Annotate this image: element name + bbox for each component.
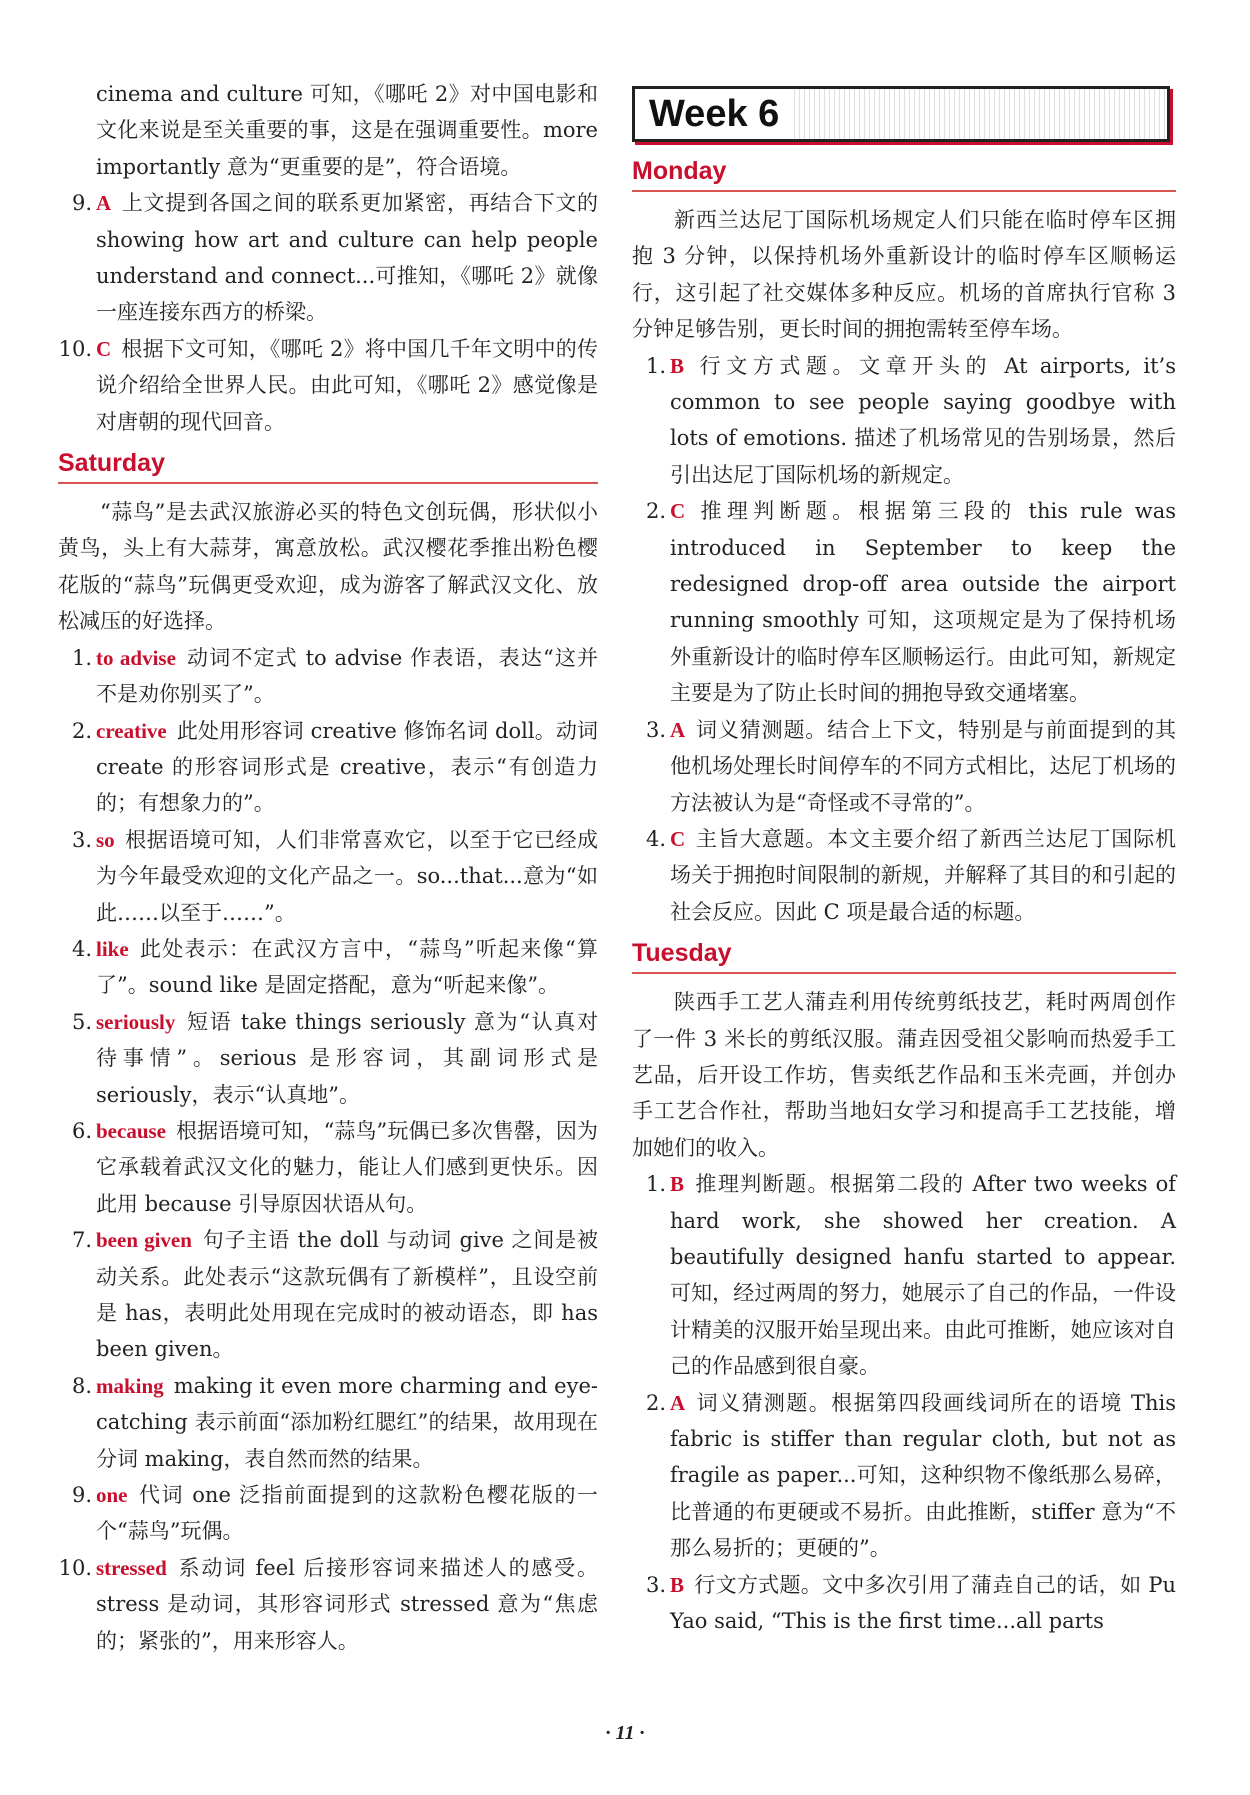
list-item: 9. A 上文提到各国之间的联系更加紧密，再结合下文的 showing how art and culture can help people understand and connect...可推知，《哪吒 2》就像一座连接东西方的桥梁。: [71, 191, 598, 325]
list-item: 5. seriously 短语 take things seriously 意为“认真对待事情”。serious 是形容词，其副词形式是 seriously，表示“认真地”。: [71, 1009, 598, 1107]
tuesday-intro: 陕西手工艺人蒲垚利用传统剪纸技艺，耗时两周创作了一件 3 米长的剪纸汉服。蒲垚因受祖父影响而热爱手工艺品，后开设工作坊，售卖纸艺作品和玉米壳画，并创办手工艺合作社，帮助当地妇女学习和提高手工艺技能，增加她们的收入。: [632, 990, 1176, 1160]
list-item: 1. to advise 动词不定式 to advise 作表语，表达“这并不是劝你别买了”。: [71, 645, 599, 707]
list-item: 2. creative 此处用形容词 creative 修饰名词 doll。动词 create 的形容词形式是 creative，表示“有创造力的；有想象力的”。: [71, 718, 598, 816]
week-title: Week 6: [635, 89, 793, 139]
list-item: 4. like 此处表示：在武汉方言中，“蒜鸟”听起来像“算了”。sound like 是固定搭配，意为“听起来像”。: [71, 936, 598, 998]
list-item: 8. making making it even more charming and eye-catching 表示前面“添加粉红腮红”的结果，故用现在分词 making，表自然而然的结果。: [71, 1373, 598, 1471]
monday-heading: Monday: [632, 156, 1176, 192]
page-number: · 11 ·: [605, 1722, 645, 1744]
list-item: 9. one 代词 one 泛指前面提到的这款粉色樱花版的一个“蒜鸟”玩偶。: [71, 1483, 598, 1544]
list-item: 10. stressed 系动词 feel 后接形容词来描述人的感受。stress 是动词，其形容词形式 stressed 意为“焦虑的；紧张的”，用来形容人。: [58, 1555, 598, 1653]
list-item: 1. B 行文方式题。文章开头的 At airports, it’s common to see people saying goodbye with lots of emotions. 描述了机场常见的告别场景，然后引出达尼丁国际机场的新规定。: [645, 353, 1176, 487]
saturday-intro: “蒜鸟”是去武汉旅游必买的特色文创玩偶，形状似小黄鸟，头上有大蒜芽，寓意放松。武汉樱花季推出粉色樱花版的“蒜鸟”玩偶更受欢迎，成为游客了解武汉文化、放松减压的好选择。: [58, 500, 598, 634]
list-item: 1. B 推理判断题。根据第二段的 After two weeks of hard work, she showed her creation. A beautifully designed hanfu started to appear. 可知，经过两周的努力，她展示了自己的作品，一件设计精美的汉服开始呈现出来。由此可推断，她应该对自己的作品感到很自豪。: [645, 1172, 1176, 1379]
monday-intro: 新西兰达尼丁国际机场规定人们只能在临时停车区拥抱 3 分钟，以保持机场外重新设计的临时停车区顺畅运行，这引起了社交媒体多种反应。机场的首席执行官称 3 分钟足够告别，更长时间的拥抱需转至停车场。: [632, 208, 1176, 342]
right-column: [632, 76, 1176, 1639]
week-banner: [632, 86, 1170, 142]
list-item: 3. A 词义猜测题。结合上下文，特别是与前面提到的其他机场处理长时间停车的不同方式相比，达尼丁机场的方法被认为是“奇怪或不寻常的”。: [645, 717, 1176, 815]
left-intro: cinema and culture 可知，《哪吒 2》对中国电影和文化来说是至关重要的事，这是在强调重要性。more importantly 意为“更重要的是”，符合语境。: [96, 82, 598, 179]
list-item: 2. C 推理判断题。根据第三段的 this rule was introduced in September to keep the redesigned drop-off area outside the airport running smoothly 可知，这项规定是为了保持机场外重新设计的临时停车区顺畅运行。由此可知，新规定主要是为了防止长时间的拥抱导致交通堵塞。: [645, 499, 1176, 706]
list-item: 7. been given 句子主语 the doll 与动词 give 之间是被动关系。此处表示“这款玩偶有了新模样”，且设空前是 has，表明此处用现在完成时的被动语态，即 has been given。: [71, 1228, 598, 1362]
list-item: 2. A 词义猜测题。根据第四段画线词所在的语境 This fabric is stiffer than regular cloth, but not as fragile as paper...可知，这种织物不像纸那么易碎，比普通的布更硬或不易折。由此推断，stiffer 意为“不那么易折的；更硬的”。: [645, 1390, 1176, 1561]
list-item: 10. C 根据下文可知，《哪吒 2》将中国几千年文明中的传说介绍给全世界人民。由此可知，《哪吒 2》感觉像是对唐朝的现代回音。: [58, 336, 598, 434]
list-item: 4. C 主旨大意题。本文主要介绍了新西兰达尼丁国际机场关于拥抱时间限制的新规，并解释了其目的和引起的社会反应。因此 C 项是最合适的标题。: [645, 826, 1176, 924]
left-column: [58, 76, 598, 1659]
list-item: 3. B 行文方式题。文中多次引用了蒲垚自己的话，如 Pu Yao said, “This is the first time...all parts: [645, 1572, 1176, 1634]
saturday-heading: Saturday: [58, 448, 598, 484]
list-item: 6. because 根据语境可知，“蒜鸟”玩偶已多次售罄，因为它承载着武汉文化的魅力，能让人们感到更快乐。因此用 because 引导原因状语从句。: [71, 1118, 598, 1216]
tuesday-heading: Tuesday: [632, 938, 1176, 974]
list-item: 3. so 根据语境可知，人们非常喜欢它，以至于它已经成为今年最受欢迎的文化产品之一。so...that...意为“如此……以至于……”。: [71, 827, 598, 925]
